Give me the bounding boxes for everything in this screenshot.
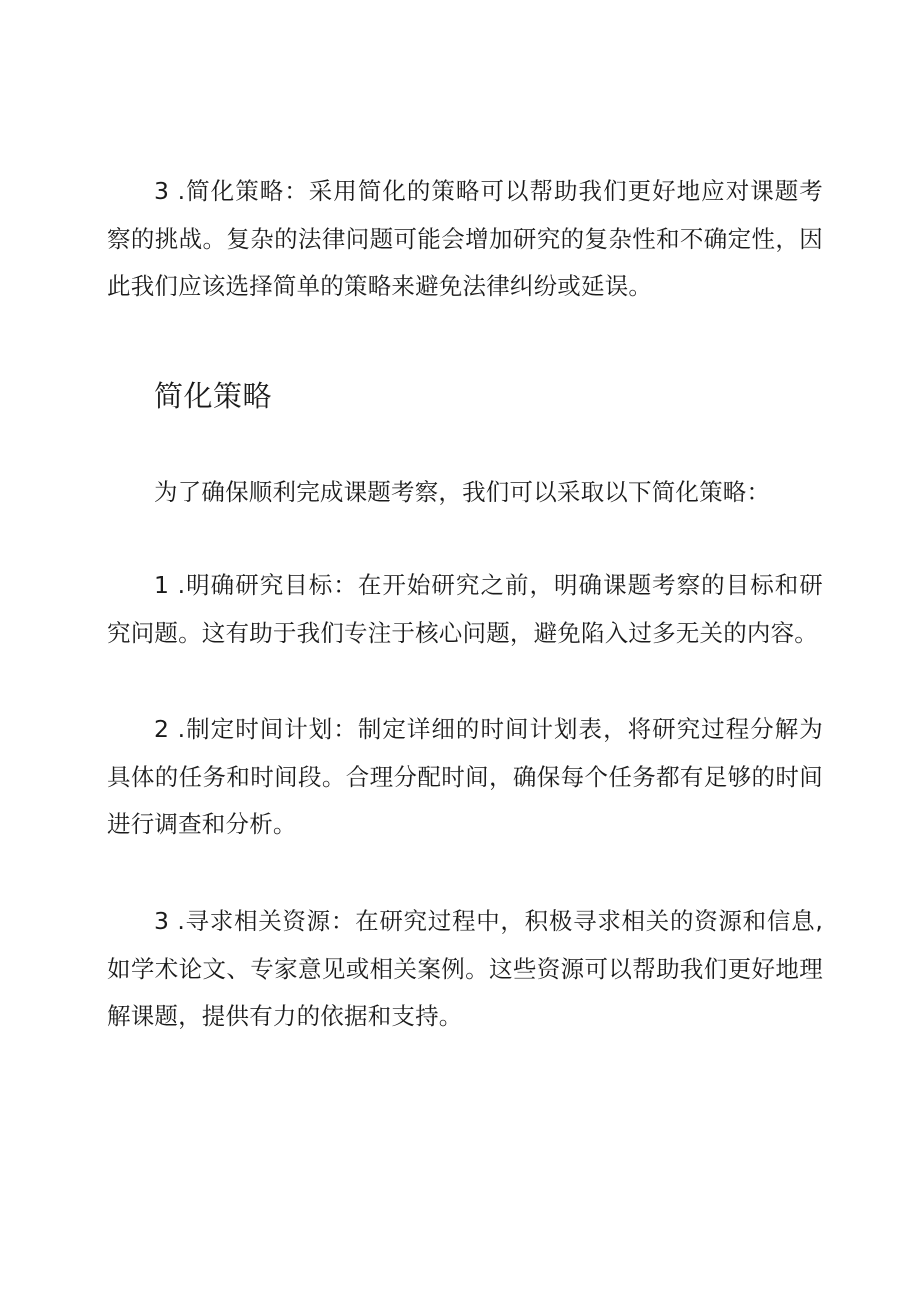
paragraph-simplify-strategy: 3 .简化策略：采用简化的策略可以帮助我们更好地应对课题考察的挑战。复杂的法律问题可能会增加研究的复杂性和不确定性，因此我们应该选择简单的策略来避免法律纠纷或延误。 xyxy=(107,177,823,300)
section-heading: 简化策略 xyxy=(154,379,273,413)
paragraph-intro: 为了确保顺利完成课题考察，我们可以采取以下简化策略： xyxy=(154,478,771,506)
paragraph-time-plan: 2 .制定时间计划：制定详细的时间计划表，将研究过程分解为具体的任务和时间段。合理分配时间，确保每个任务都有足够的时间进行调查和分析。 xyxy=(107,715,823,838)
paragraph-clear-goal: 1 .明确研究目标：在开始研究之前，明确课题考察的目标和研究问题。这有助于我们专注于核心问题，避免陷入过多无关的内容。 xyxy=(107,571,823,647)
paragraph-seek-resources: 3 .寻求相关资源：在研究过程中，积极寻求相关的资源和信息,如学术论文、专家意见或相关案例。这些资源可以帮助我们更好地理解课题，提供有力的依据和支持。 xyxy=(107,907,823,1030)
